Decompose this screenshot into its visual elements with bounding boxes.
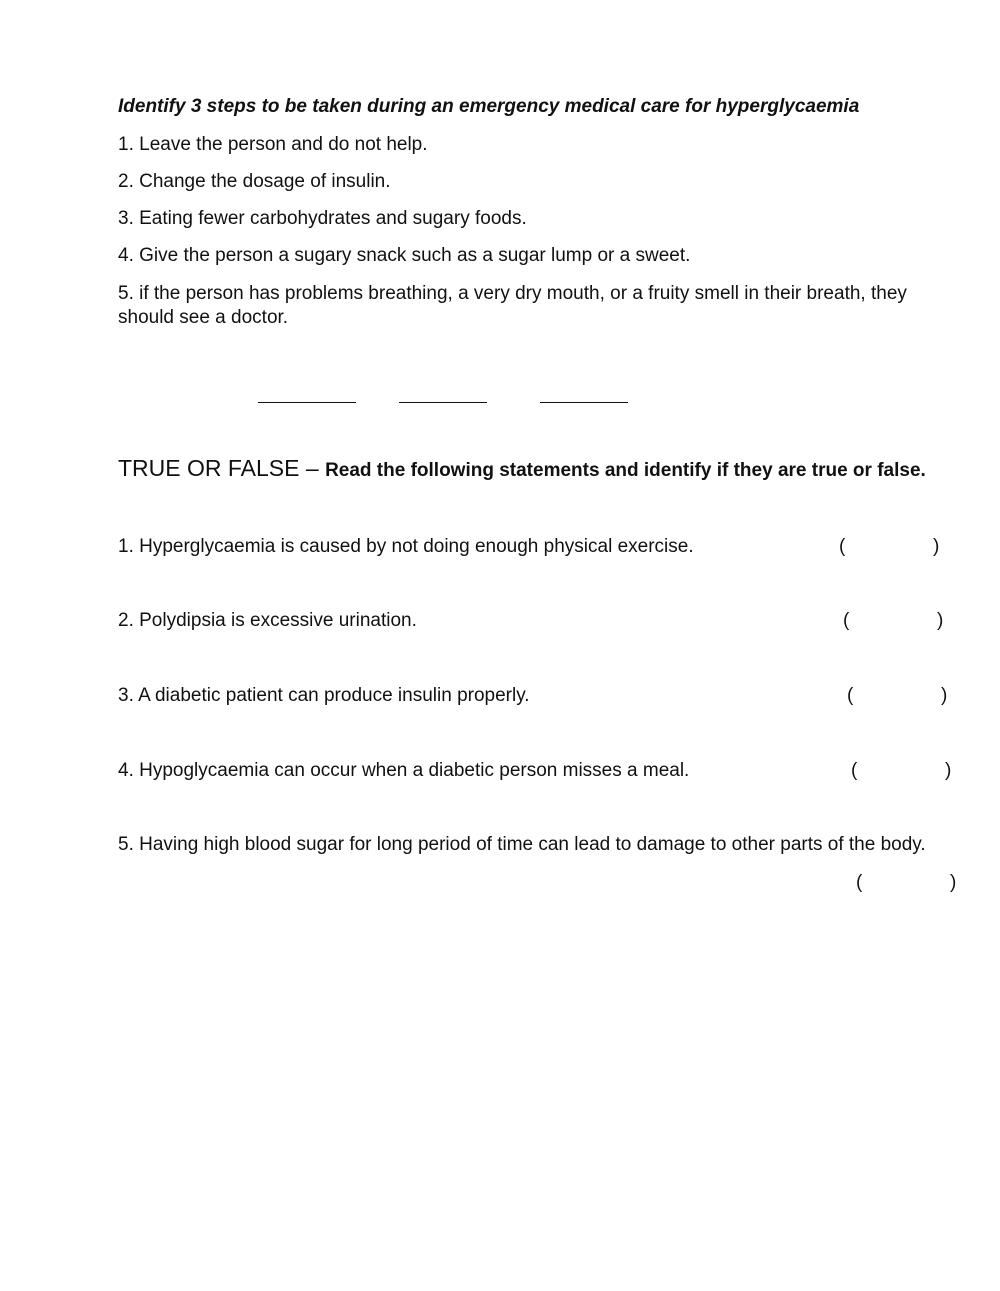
statement-1: 1. Hyperglycaemia is caused by not doing enough physical exercise.: [118, 536, 694, 557]
answer-open-paren-1: (: [839, 536, 846, 557]
tf-instruction: Read the following statements and identify if they are true or false.: [325, 460, 926, 481]
answer-blank-1[interactable]: [258, 386, 356, 403]
true-false-heading: [118, 455, 926, 482]
answer-open-paren-3: (: [847, 685, 854, 706]
answer-close-paren-5: ): [950, 872, 957, 893]
option-5: 5. if the person has problems breathing, a very dry mouth, or a fruity smell in their breath, they should see a doctor.: [118, 283, 907, 328]
option-2: 2. Change the dosage of insulin.: [118, 171, 391, 192]
answer-close-paren-4: ): [945, 760, 952, 781]
answer-open-paren-2: (: [843, 610, 850, 631]
tf-dash: –: [299, 455, 326, 481]
option-1: 1. Leave the person and do not help.: [118, 134, 428, 155]
answer-close-paren-1: ): [933, 536, 940, 557]
tf-title: TRUE OR FALSE: [118, 455, 300, 481]
answer-open-paren-5: (: [856, 872, 863, 893]
statement-3: 3. A diabetic patient can produce insulin properly.: [118, 685, 530, 706]
question-title: Identify 3 steps to be taken during an emergency medical care for hyperglycaemia: [118, 96, 860, 117]
answer-blank-2[interactable]: [399, 386, 487, 403]
statement-2: 2. Polydipsia is excessive urination.: [118, 610, 417, 631]
answer-open-paren-4: (: [851, 760, 858, 781]
statement-4: 4. Hypoglycaemia can occur when a diabetic person misses a meal.: [118, 760, 690, 781]
answer-close-paren-3: ): [941, 685, 948, 706]
option-3: 3. Eating fewer carbohydrates and sugary foods.: [118, 208, 527, 229]
answer-close-paren-2: ): [937, 610, 944, 631]
answer-blank-3[interactable]: [540, 386, 628, 403]
option-4: 4. Give the person a sugary snack such as a sugar lump or a sweet.: [118, 245, 691, 266]
statement-5: 5. Having high blood sugar for long period of time can lead to damage to other parts of the body.: [118, 834, 926, 855]
